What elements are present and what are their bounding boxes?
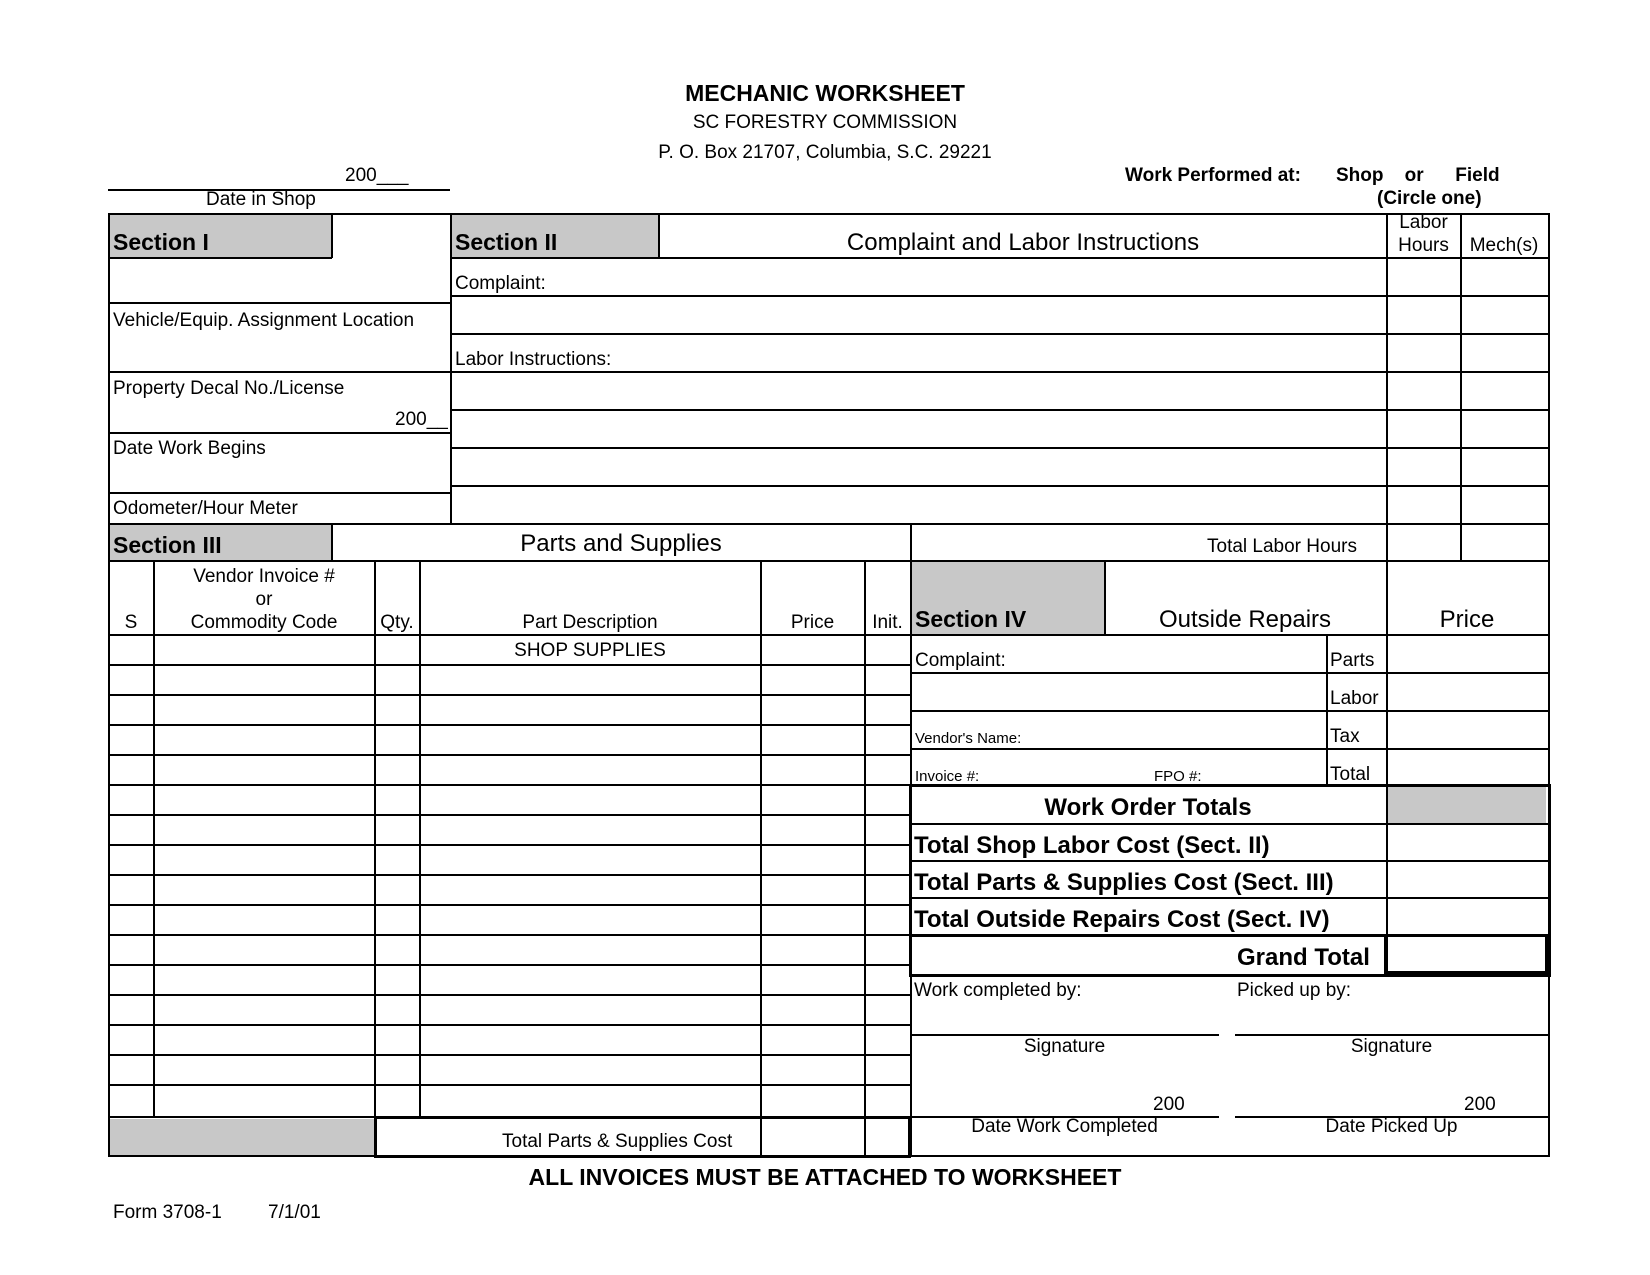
col-qty-header: Qty. — [380, 612, 414, 633]
property-decal-label: Property Decal No./License — [113, 378, 345, 399]
assignment-location-label: Vehicle/Equip. Assignment Location — [113, 310, 415, 331]
section1-heading: Section I — [113, 229, 209, 255]
shop-supplies-row: SHOP SUPPLIES — [514, 640, 666, 661]
section2-title: Complaint and Labor Instructions — [846, 229, 1200, 256]
circle-one-note: (Circle one) — [1377, 188, 1482, 209]
section4-row-1[interactable] — [910, 672, 1550, 674]
total-labor-hours-label: Total Labor Hours — [1207, 536, 1357, 557]
section3-heading: Section III — [113, 532, 222, 558]
parts-row-line[interactable] — [108, 754, 911, 756]
parts-row-line[interactable] — [108, 784, 911, 786]
labor-hours-col-border — [1386, 213, 1388, 562]
mechs-header: Mech(s) — [1469, 235, 1539, 256]
section2-row-5[interactable] — [450, 447, 1550, 449]
col-init-header: Init. — [872, 612, 903, 633]
section2-row-1[interactable] — [450, 295, 1550, 297]
date-in-shop-label: Date in Shop — [206, 189, 316, 210]
outside-tax-label: Tax — [1330, 726, 1360, 747]
section4-row-2[interactable] — [910, 710, 1550, 712]
col-vendor-header-3: Commodity Code — [190, 612, 338, 633]
section3-title: Parts and Supplies — [520, 530, 722, 557]
col-vendor-header-2: or — [255, 589, 273, 610]
labor-instructions-label: Labor Instructions: — [455, 349, 612, 370]
form-date: 7/1/01 — [268, 1202, 321, 1223]
parts-total-shaded-cell — [109, 1119, 375, 1156]
col-vendor-header-1: Vendor Invoice # — [193, 566, 335, 587]
parts-row-line[interactable] — [108, 1024, 911, 1026]
labor-hours-header-2: Hours — [1398, 235, 1449, 256]
parts-row-line[interactable] — [108, 964, 911, 966]
date-completed-year: 200 — [1153, 1094, 1185, 1115]
form-number: Form 3708-1 — [113, 1202, 222, 1223]
grand-total-label: Grand Total — [1237, 944, 1370, 971]
frame-left — [108, 213, 110, 1157]
form-title: MECHANIC WORKSHEET — [685, 80, 965, 106]
parts-row-line[interactable] — [108, 1084, 911, 1086]
labor-hours-header-1: Labor — [1399, 212, 1448, 233]
parts-header-bottom — [108, 634, 1550, 636]
date-work-begins-label: Date Work Begins — [113, 438, 266, 459]
parts-row-line[interactable] — [108, 664, 911, 666]
parts-row-line[interactable] — [108, 994, 911, 996]
parts-row-line[interactable] — [108, 934, 911, 936]
grand-total-value-box[interactable] — [1384, 934, 1548, 974]
section1-line-4 — [108, 492, 451, 494]
work-performed-label: Work Performed at: — [1125, 165, 1301, 186]
date-work-completed-label: Date Work Completed — [971, 1116, 1158, 1137]
date-picked-up-year: 200 — [1464, 1094, 1496, 1115]
work-completed-by-label: Work completed by: — [914, 980, 1082, 1001]
section1-line-2 — [108, 371, 451, 373]
totals-row-3 — [910, 897, 1548, 899]
parts-row-line[interactable] — [108, 904, 911, 906]
section3-top — [108, 523, 1550, 525]
work-order-totals-heading: Work Order Totals — [1044, 794, 1252, 821]
section2-row-3[interactable] — [450, 371, 1550, 373]
section4-title: Outside Repairs — [1158, 606, 1332, 633]
total-parts-cost-label: Total Parts & Supplies Cost (Sect. III) — [914, 869, 1334, 896]
section4-row-3[interactable] — [910, 748, 1550, 750]
parts-row-line[interactable] — [108, 1054, 911, 1056]
total-shop-labor-label: Total Shop Labor Cost (Sect. II) — [914, 832, 1270, 859]
parts-row-line[interactable] — [108, 814, 911, 816]
picked-up-signature-label: Signature — [1350, 1036, 1433, 1057]
organization-address: P. O. Box 21707, Columbia, S.C. 29221 — [658, 142, 992, 163]
mechs-col-border — [1460, 213, 1462, 562]
totals-row-2 — [910, 860, 1548, 862]
outside-complaint-label: Complaint: — [915, 650, 1006, 671]
total-outside-repairs-label: Total Outside Repairs Cost (Sect. IV) — [914, 906, 1330, 933]
col-s-border — [153, 560, 155, 1117]
section1-right-border — [450, 213, 452, 523]
total-parts-supplies-label: Total Parts & Supplies Cost — [502, 1131, 733, 1152]
section1-line-1 — [108, 302, 451, 304]
outside-parts-label: Parts — [1330, 650, 1375, 671]
date-picked-up-label: Date Picked Up — [1325, 1116, 1458, 1137]
section4-heading: Section IV — [915, 606, 1027, 632]
parts-row-line[interactable] — [108, 724, 911, 726]
section2-header-bottom — [450, 257, 1550, 259]
vendor-name-label: Vendor's Name: — [915, 730, 1022, 747]
complaint-label: Complaint: — [455, 273, 546, 294]
section1-heading-bottom — [108, 257, 332, 259]
col-s-header: S — [124, 612, 138, 633]
section3-heading-bottom — [108, 560, 1550, 562]
col-price-border — [864, 560, 866, 1157]
totals-row-1 — [910, 823, 1548, 825]
work-performed-options[interactable]: Shop or Field — [1336, 165, 1500, 186]
date-work-begins-year: 200__ — [395, 409, 448, 430]
col-desc-header: Part Description — [522, 612, 658, 633]
parts-row-line[interactable] — [108, 694, 911, 696]
invoice-label: Invoice #: — [915, 768, 980, 785]
col-price-header: Price — [790, 612, 835, 633]
organization-name: SC FORESTRY COMMISSION — [692, 112, 958, 133]
section2-heading: Section II — [455, 229, 558, 255]
section1-line-3 — [108, 432, 451, 434]
section2-row-4[interactable] — [450, 409, 1550, 411]
col-vendor-border — [374, 560, 376, 1157]
parts-row-line[interactable] — [108, 874, 911, 876]
picked-up-by-label: Picked up by: — [1237, 980, 1352, 1001]
outside-labor-label: Labor — [1330, 688, 1379, 709]
frame-top — [108, 213, 1550, 215]
invoices-notice: ALL INVOICES MUST BE ATTACHED TO WORKSHEET — [528, 1164, 1122, 1190]
date-in-shop-year: 200___ — [345, 165, 409, 186]
fpo-label: FPO #: — [1154, 768, 1202, 785]
work-completed-signature-label: Signature — [1023, 1036, 1106, 1057]
section1-heading-divider — [331, 213, 333, 258]
section2-row-2[interactable] — [450, 333, 1550, 335]
section4-price-header: Price — [1439, 606, 1495, 633]
parts-row-line[interactable] — [108, 844, 911, 846]
section2-row-6[interactable] — [450, 485, 1550, 487]
frame-right — [1548, 213, 1550, 1157]
odometer-label: Odometer/Hour Meter — [113, 498, 298, 519]
outside-total-label: Total — [1330, 764, 1371, 785]
